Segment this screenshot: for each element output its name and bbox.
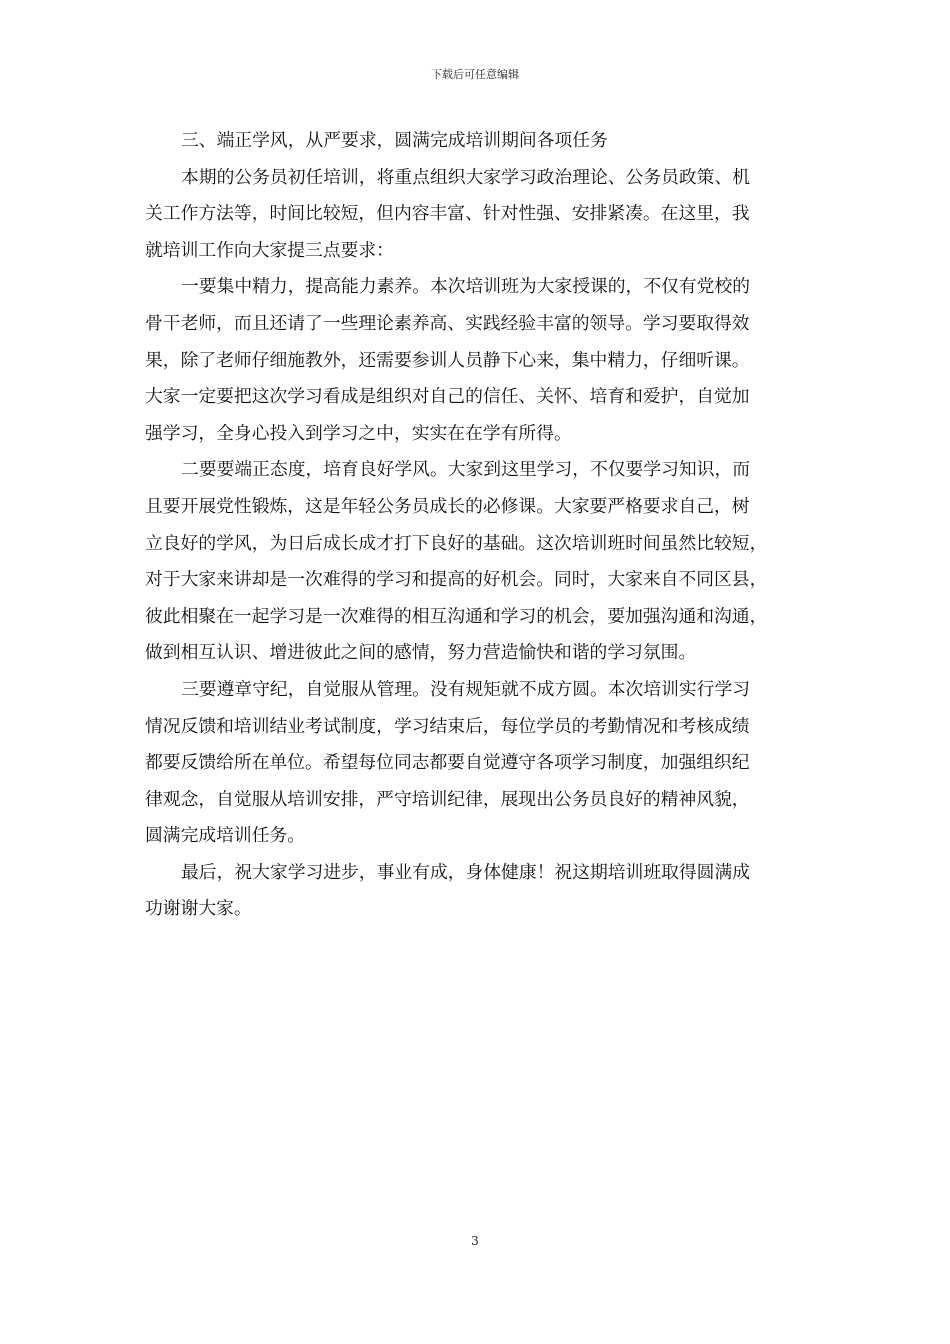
paragraph-requirement-one [145, 269, 813, 452]
paragraph-line: 圆满完成培训任务。 [145, 825, 306, 847]
paragraph-line: 律观念，自觉服从培训安排，严守培训纪律，展现出公务员良好的精神风貌， [145, 788, 750, 810]
paragraph-line: 关工作方法等，时间比较短，但内容丰富、针对性强、安排紧凑。在这里，我 [145, 203, 750, 225]
paragraph-line: 做到相互认识、增进彼此之间的感情，努力营造愉快和谐的学习氛围。 [145, 642, 697, 664]
paragraph-line: 三要遵章守纪，自觉服从管理。没有规矩就不成方圆。本次培训实行学习 [181, 678, 751, 700]
paragraph-line: 就培训工作向大家提三点要求： [145, 239, 394, 261]
paragraph-requirement-two [145, 452, 813, 672]
paragraph-line: 最后，祝大家学习进步，事业有成，身体健康！祝这期培训班取得圆满成 [181, 861, 751, 883]
paragraph-line: 骨干老师，而且还请了一些理论素养高、实践经验丰富的领导。学习要取得效 [145, 312, 750, 334]
paragraph-requirement-three [145, 672, 813, 855]
paragraph-line: 对于大家来讲却是一次难得的学习和提高的好机会。同时，大家来自不同区县， [145, 569, 768, 591]
paragraph-line: 二要要端正态度，培育良好学风。大家到这里学习，不仅要学习知识，而 [181, 459, 751, 481]
paragraph-line: 彼此相聚在一起学习是一次难得的相互沟通和学习的机会，要加强沟通和沟通， [145, 605, 768, 627]
section-heading: 三、端正学风，从严要求，圆满完成培训期间各项任务 [181, 130, 608, 151]
document-body [145, 123, 813, 928]
paragraph-line: 本期的公务员初任培训，将重点组织大家学习政治理论、公务员政策、机 [181, 166, 751, 188]
paragraph-line: 立良好的学风，为日后成长成才打下良好的基础。这次培训班时间虽然比较短， [145, 532, 768, 554]
paragraph-line: 大家一定要把这次学习看成是组织对自己的信任、关怀、培育和爱护，自觉加 [145, 386, 750, 408]
paragraph-line: 情况反馈和培训结业考试制度，学习结束后，每位学员的考勤情况和考核成绩 [145, 715, 750, 737]
page-number: 3 [471, 1234, 479, 1248]
paragraph-line: 一要集中精力，提高能力素养。本次培训班为大家授课的，不仅有党校的 [181, 276, 751, 298]
paragraph-intro [145, 160, 813, 270]
paragraph-line: 功谢谢大家。 [145, 898, 252, 920]
paragraph-line: 都要反馈给所在单位。希望每位同志都要自觉遵守各项学习制度，加强组织纪 [145, 752, 750, 774]
page-header: 下载后可任意编辑 [431, 68, 519, 81]
paragraph-line: 且要开展党性锻炼，这是年轻公务员成长的必修课。大家要严格要求自己，树 [145, 495, 750, 517]
paragraph-line: 果，除了老师仔细施教外，还需要参训人员静下心来，集中精力，仔细听课。 [145, 349, 750, 371]
paragraph-line: 强学习，全身心投入到学习之中，实实在在学有所得。 [145, 422, 572, 444]
paragraph-closing [145, 855, 813, 928]
